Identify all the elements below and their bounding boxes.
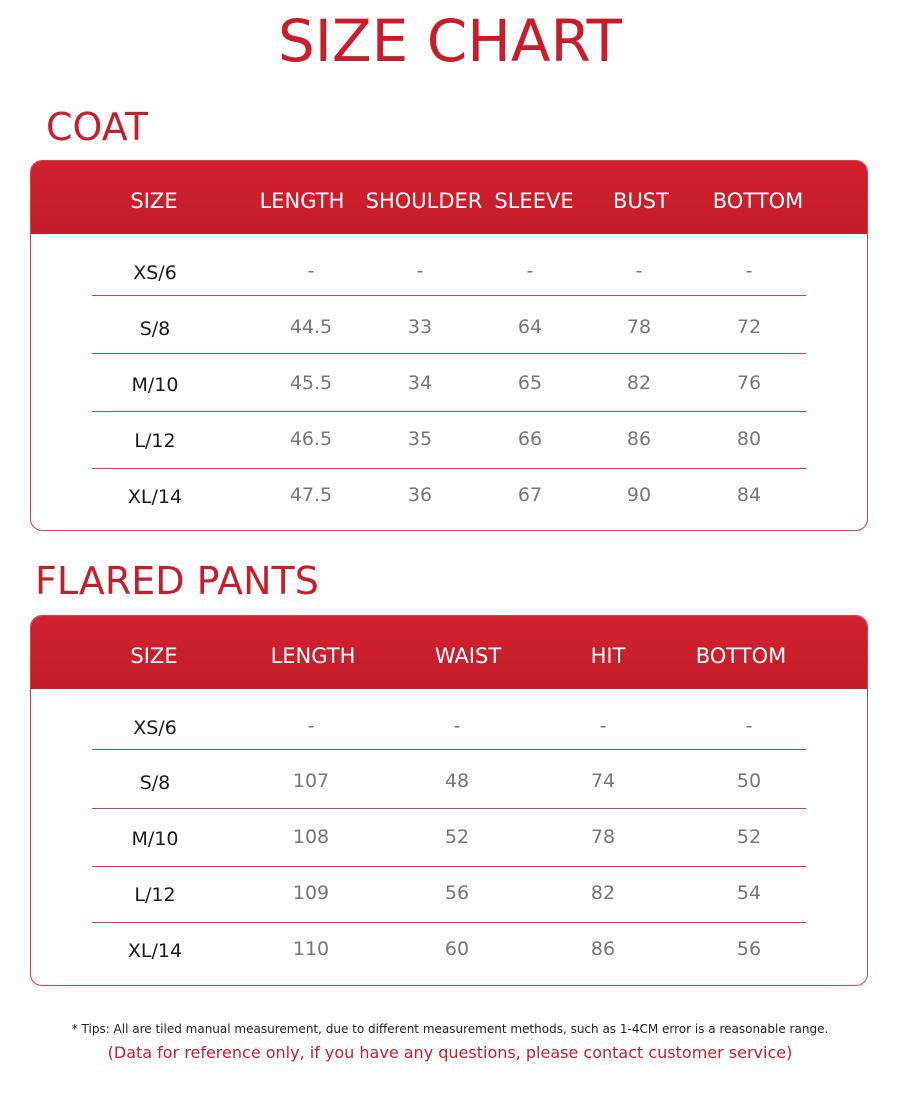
- waist-cell: 48: [444, 770, 470, 792]
- pants-header-size: SIZE: [130, 644, 178, 668]
- row-divider: [92, 353, 806, 354]
- length-cell: 46.5: [289, 428, 333, 450]
- shoulder-cell: 36: [407, 484, 433, 506]
- coat-size-table: [30, 160, 868, 531]
- size-cell: L/12: [134, 884, 176, 906]
- pants-size-table: [30, 615, 868, 986]
- bottom-cell: -: [745, 260, 753, 282]
- table-row: [31, 299, 867, 355]
- size-cell: XS/6: [133, 717, 177, 739]
- pants-header-length: LENGTH: [270, 644, 356, 668]
- reference-note: (Data for reference only, if you have any questions, please contact customer service): [107, 1043, 793, 1062]
- size-cell: L/12: [134, 430, 176, 452]
- table-row: [31, 411, 867, 467]
- bust-cell: 90: [626, 484, 652, 506]
- length-cell: -: [307, 260, 315, 282]
- table-row: [31, 698, 867, 754]
- bottom-cell: 76: [736, 372, 762, 394]
- size-cell: M/10: [131, 828, 179, 850]
- shoulder-cell: 35: [407, 428, 433, 450]
- coat-header-bust: BUST: [613, 189, 669, 213]
- table-row: [31, 921, 867, 977]
- pants-section-title: FLARED PANTS: [35, 559, 319, 603]
- sleeve-cell: 67: [517, 484, 543, 506]
- table-row: [31, 243, 867, 299]
- pants-header-hit: HIT: [590, 644, 626, 668]
- page-title: SIZE CHART: [277, 7, 623, 75]
- sleeve-cell: -: [526, 260, 534, 282]
- sleeve-cell: 64: [517, 316, 543, 338]
- waist-cell: -: [453, 715, 461, 737]
- bottom-cell: 80: [736, 428, 762, 450]
- bust-cell: -: [635, 260, 643, 282]
- length-cell: 45.5: [289, 372, 333, 394]
- bust-cell: 82: [626, 372, 652, 394]
- waist-cell: 60: [444, 938, 470, 960]
- size-cell: S/8: [139, 318, 171, 340]
- size-cell: M/10: [131, 374, 179, 396]
- bust-cell: 78: [626, 316, 652, 338]
- bottom-cell: 84: [736, 484, 762, 506]
- size-cell: S/8: [139, 772, 171, 794]
- coat-header-sleeve: SLEEVE: [494, 189, 574, 213]
- coat-header-size: SIZE: [130, 189, 178, 213]
- size-cell: XL/14: [127, 486, 183, 508]
- length-cell: 109: [292, 882, 330, 904]
- shoulder-cell: -: [416, 260, 424, 282]
- length-cell: 107: [292, 770, 330, 792]
- shoulder-cell: 33: [407, 316, 433, 338]
- bottom-cell: 56: [736, 938, 762, 960]
- coat-header-length: LENGTH: [259, 189, 345, 213]
- length-cell: 108: [292, 826, 330, 848]
- table-row: [31, 809, 867, 865]
- size-cell: XS/6: [133, 262, 177, 284]
- bottom-cell: 72: [736, 316, 762, 338]
- sleeve-cell: 66: [517, 428, 543, 450]
- length-cell: 44.5: [289, 316, 333, 338]
- hit-cell: 74: [590, 770, 616, 792]
- size-cell: XL/14: [127, 940, 183, 962]
- waist-cell: 52: [444, 826, 470, 848]
- table-row: [31, 355, 867, 411]
- row-divider: [92, 295, 806, 296]
- table-row: [31, 865, 867, 921]
- length-cell: 47.5: [289, 484, 333, 506]
- row-divider: [92, 749, 806, 750]
- coat-header-shoulder: SHOULDER: [365, 189, 483, 213]
- bottom-cell: 52: [736, 826, 762, 848]
- pants-header-waist: WAIST: [434, 644, 502, 668]
- coat-section-title: COAT: [46, 105, 149, 149]
- bottom-cell: -: [745, 715, 753, 737]
- sleeve-cell: 65: [517, 372, 543, 394]
- coat-table-header: [31, 161, 867, 234]
- hit-cell: -: [599, 715, 607, 737]
- bottom-cell: 50: [736, 770, 762, 792]
- pants-table-header: [31, 616, 867, 689]
- coat-header-bottom: BOTTOM: [712, 189, 804, 213]
- bust-cell: 86: [626, 428, 652, 450]
- waist-cell: 56: [444, 882, 470, 904]
- table-row: [31, 467, 867, 523]
- length-cell: -: [307, 715, 315, 737]
- table-row: [31, 753, 867, 809]
- shoulder-cell: 34: [407, 372, 433, 394]
- length-cell: 110: [292, 938, 330, 960]
- hit-cell: 78: [590, 826, 616, 848]
- bottom-cell: 54: [736, 882, 762, 904]
- measurement-tips: * Tips: All are tiled manual measurement, due to different measurement methods, such as 1-4CM error is a reasonable range.: [71, 1022, 829, 1036]
- hit-cell: 82: [590, 882, 616, 904]
- pants-header-bottom: BOTTOM: [695, 644, 787, 668]
- hit-cell: 86: [590, 938, 616, 960]
